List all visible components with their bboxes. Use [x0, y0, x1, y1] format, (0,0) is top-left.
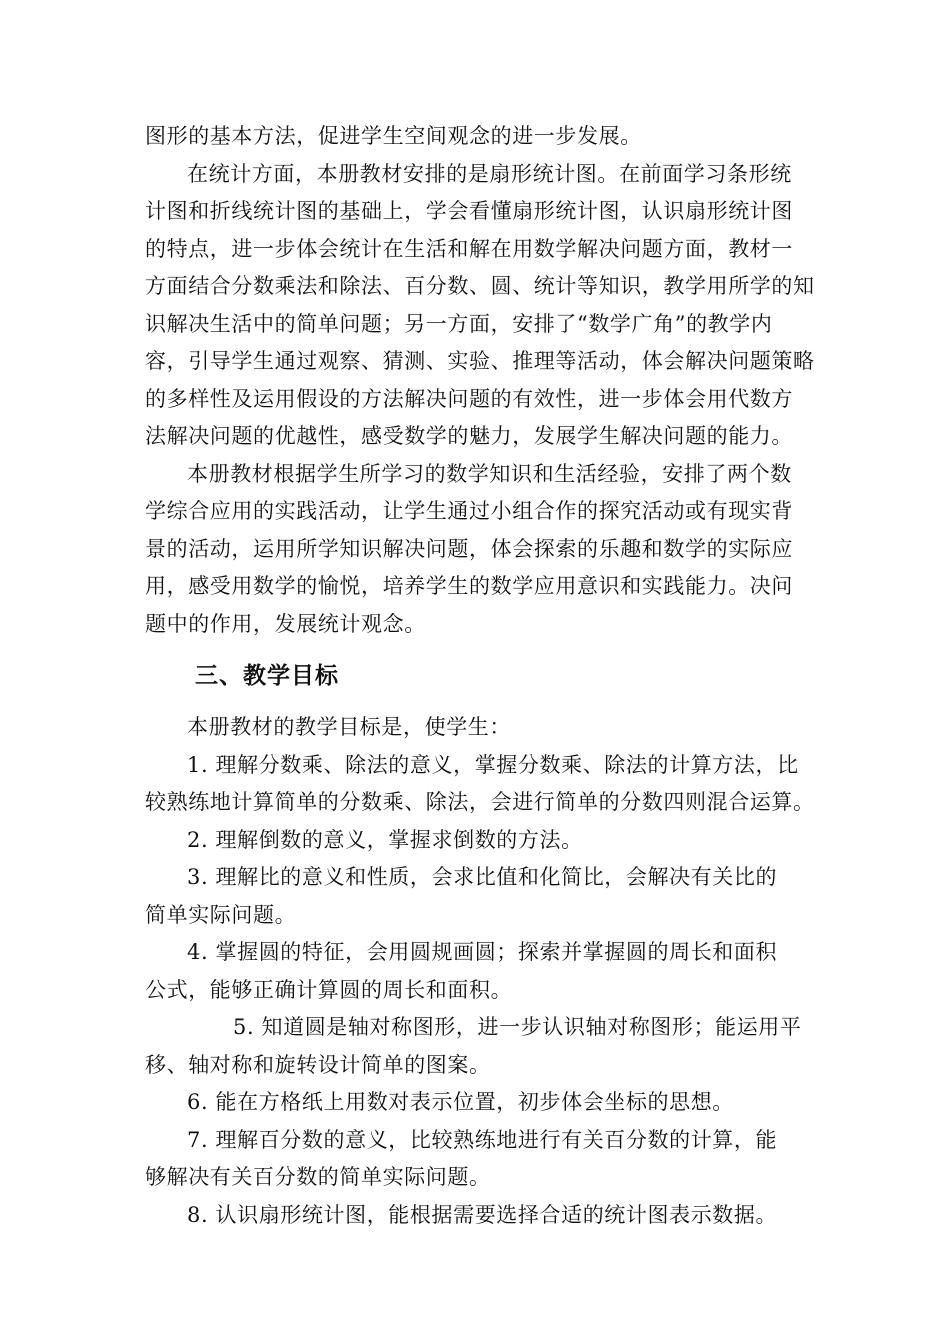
goal-item-7-cont: 够解决有关百分数的简单实际问题。 — [145, 1165, 491, 1189]
goal-item-3: 3. 理解比的意义和性质，会求比值和化简比，会解决有关比的 — [187, 865, 778, 889]
goal-item-3-cont: 简单实际问题。 — [145, 902, 297, 927]
goal-item-6: 6. 能在方格纸上用数对表示位置，初步体会坐标的思想。 — [187, 1090, 734, 1114]
section-heading: 三、教学目标 — [195, 663, 339, 689]
goal-item-1: 1. 理解分数乘、除法的意义，掌握分数乘、除法的计算方法，比 — [187, 752, 799, 777]
section-intro: 本册教材的教学目标是，使学生： — [187, 715, 511, 739]
paragraph-line: 容，引导学生通过观察、猜测、实验、推理等活动，体会解决问题策略 — [145, 349, 815, 373]
paragraph-line: 用，感受用数学的愉悦，培养学生的数学应用意识和实践能力。决问 — [145, 574, 793, 598]
paragraph-line: 方面结合分数乘法和除法、百分数、圆、统计等知识，教学用所学的知 — [145, 274, 815, 298]
paragraph-line: 在统计方面，本册教材安排的是扇形统计图。在前面学习条形统 — [187, 161, 792, 186]
goal-item-2: 2. 理解倒数的意义，掌握求倒数的方法。 — [187, 827, 583, 852]
page-body — [145, 118, 813, 1234]
paragraph-line: 本册教材根据学生所学习的数学知识和生活经验，安排了两个数 — [187, 461, 792, 486]
goal-item-8: 8. 认识扇形统计图，能根据需要选择合适的统计图表示数据。 — [187, 1202, 778, 1227]
goal-item-5: 5. 知道圆是轴对称图形，进一步认识轴对称图形；能运用平 — [233, 1015, 802, 1039]
paragraph-line: 的特点，进一步体会统计在生活和解在用数学解决问题方面，教材一 — [145, 236, 793, 261]
paragraph-line: 图形的基本方法，促进学生空间观念的进一步发展。 — [145, 124, 642, 148]
paragraph-line: 法解决问题的优越性，感受数学的魅力，发展学生解决问题的能力。 — [145, 424, 793, 448]
paragraph-line: 学综合应用的实践活动，让学生通过小组合作的探究活动或有现实背 — [145, 499, 793, 523]
goal-item-4-cont: 公式，能够正确计算圆的周长和面积。 — [145, 977, 513, 1002]
paragraph-line: 题中的作用，发展统计观念。 — [145, 611, 426, 636]
goal-item-7: 7. 理解百分数的意义，比较熟练地进行有关百分数的计算，能 — [187, 1127, 778, 1152]
paragraph-line: 的多样性及运用假设的方法解决问题的有效性，进一步体会用代数方 — [145, 386, 793, 411]
goal-item-4: 4. 掌握圆的特征，会用圆规画圆；探索并掌握圆的周长和面积 — [187, 940, 778, 964]
paragraph-line: 景的活动，运用所学知识解决问题，体会探索的乐趣和数学的实际应 — [145, 536, 793, 561]
goal-item-1-cont: 较熟练地计算简单的分数乘、除法，会进行简单的分数四则混合运算。 — [145, 790, 815, 814]
paragraph-line: 识解决生活中的简单问题；另一方面，安排了“数学广角”的教学内 — [145, 311, 773, 336]
paragraph-line: 计图和折线统计图的基础上，学会看懂扇形统计图，认识扇形统计图 — [145, 199, 793, 223]
goal-item-5-cont: 移、轴对称和旋转设计简单的图案。 — [145, 1052, 491, 1077]
